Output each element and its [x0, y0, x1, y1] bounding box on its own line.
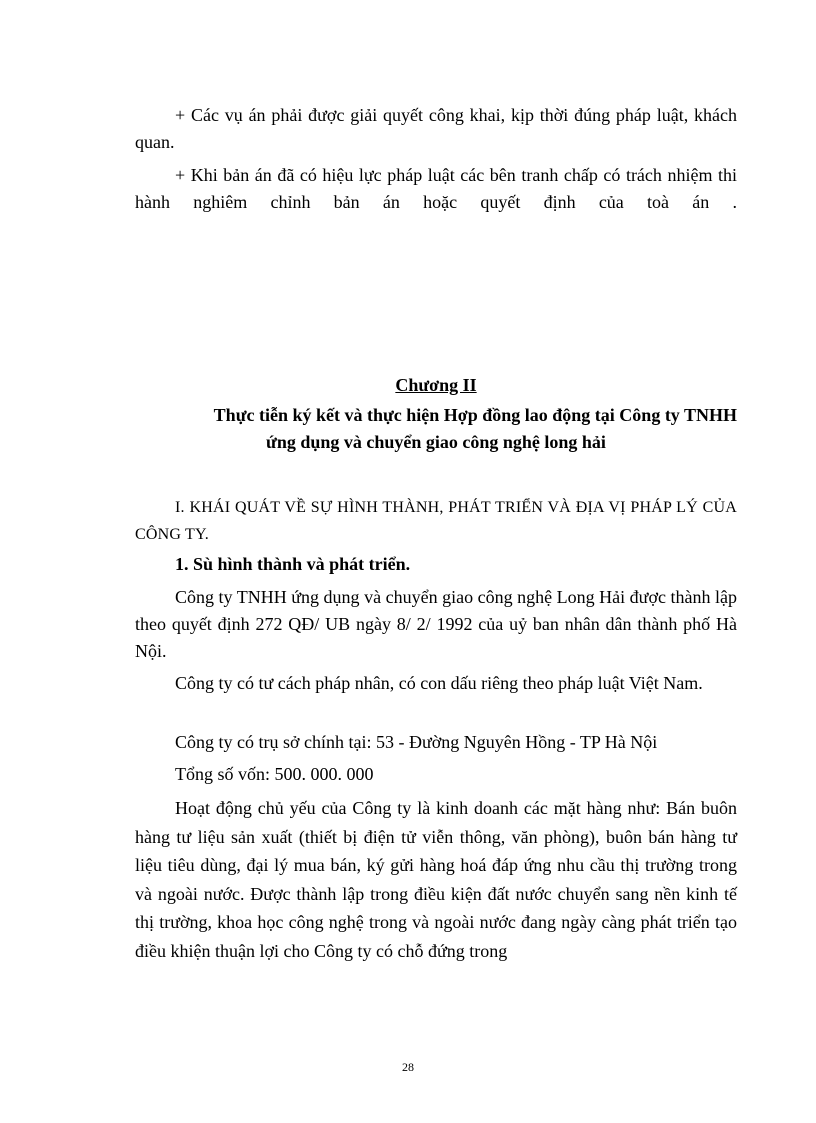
- chapter-number: Chương II: [395, 375, 477, 395]
- paragraph-founding: Công ty TNHH ứng dụng và chuyển giao công nghệ Long Hải được thành lập theo quyết định 272 QĐ/ UB ngày 8/ 2/ 1992 của uỷ ban nhân dân thành phố Hà Nội.: [135, 587, 737, 661]
- paragraph-headquarters: Công ty có trụ sở chính tại: 53 - Đường Nguyên Hồng - TP Hà Nội: [175, 732, 658, 752]
- page-number: 28: [402, 1060, 414, 1074]
- paragraph-capital: Tổng số vốn: 500. 000. 000: [175, 764, 374, 784]
- subheading-1: 1. Sù hình thành và phát triển.: [175, 554, 411, 574]
- section-heading-1: I. KHÁI QUÁT VỀ SỰ HÌNH THÀNH, PHÁT TRIỂN VÀ ĐỊA VỊ PHÁP LÝ CỦA CÔNG TY.: [135, 499, 737, 543]
- paragraph-activities: Hoạt động chủ yếu của Công ty là kinh doanh các mặt hàng như: Bán buôn hàng tư liệu sản xuất (thiết bị điện tử viễn thông, văn phòng), buôn bán hàng tư liệu tiêu dùng, đại lý mua bán, ký gửi hàng hoá đáp ứng nhu cầu thị trường trong và ngoài nước. Được thành lập trong điều kiện đất nước chuyển sang nền kinh tế thị trường, khoa học công nghệ trong và ngoài nước đang ngày càng phát triển tạo điều khiện thuận lợi cho Công ty có chỗ đứng trong: [135, 798, 737, 961]
- bullet-paragraph-2: + Khi bản án đã có hiệu lực pháp luật các bên tranh chấp có trách nhiệm thi hành nghiêm chỉnh bản án hoặc quyết định của toà án .: [135, 165, 737, 212]
- paragraph-legal-status: Công ty có tư cách pháp nhân, có con dấu riêng theo pháp luật Việt Nam.: [175, 673, 703, 693]
- chapter-title-line-2: ứng dụng và chuyển giao công nghệ long hải: [266, 432, 606, 452]
- chapter-title-line-1: Thực tiễn ký kết và thực hiện Hợp đồng lao động tại Công ty TNHH: [213, 405, 737, 425]
- bullet-paragraph-1: + Các vụ án phải được giải quyết công khai, kịp thời đúng pháp luật, khách quan.: [135, 105, 737, 152]
